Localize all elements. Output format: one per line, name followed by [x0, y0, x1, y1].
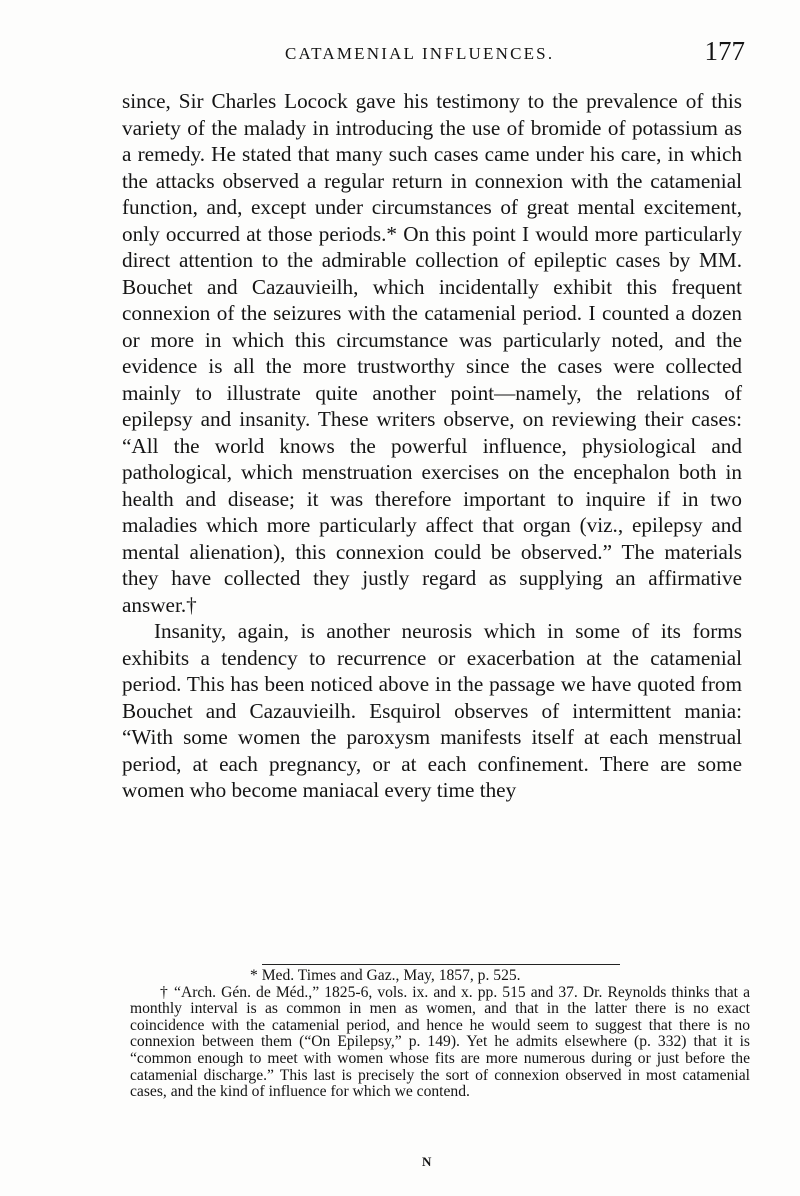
page-header: [285, 38, 745, 72]
signature-mark: N: [422, 1154, 432, 1169]
body-text: [122, 88, 742, 804]
footnote-1: * Med. Times and Gaz., May, 1857, p. 525.: [250, 967, 521, 984]
paragraph-1: since, Sir Charles Locock gave his testimony to the prevalence of this variety of the malady in introducing the use of bromide of potassium as a remedy. He stated that many such cases came under his care, in which the attacks observed a regular return in connexion with the catamenial function, and, except under circumstances of great mental excitement, only occurred at those periods.* On this point I would more particularly direct attention to the admirable collection of epileptic cases by MM. Bouchet and Cazauvieilh, which incidentally exhibit this frequent connexion of the seizures with the catamenial period. I counted a dozen or more in which this circumstance was particularly noted, and the evidence is all the more trustworthy since the cases were collected mainly to illustrate quite another point—namely, the relations of epilepsy and insanity. These writers observe, on reviewing their cases: “All the world knows the powerful influence, physiological and pathological, which menstruation exercises on the encephalon both in health and disease; it was therefore important to inquire if in two maladies which more particularly affect that organ (viz., epilepsy and mental alienation), this connexion could be observed.” The materials they have collected they justly regard as supplying an affirmative answer.†: [122, 89, 742, 617]
footnote-rule: [262, 964, 620, 965]
running-head: CATAMENIAL INFLUENCES.: [285, 44, 555, 63]
footnote-2: † “Arch. Gén. de Méd.,” 1825-6, vols. ix. and x. pp. 515 and 37. Dr. Reynolds thinks that a monthly interval is as common in men as women, and that in the latter there is no exact coincidence with the catamenial period, and hence he would seem to suggest that there is no connexion between them (“On Epilepsy,” p. 149). Yet he admits elsewhere (p. 332) that it is “common enough to meet with women whose fits are more numerous during or just before the catamenial discharge.” This last is precisely the sort of connexion observed in most catamenial cases, and the kind of influence for which we contend.: [130, 983, 750, 1101]
footnotes: [130, 968, 750, 1101]
paragraph-2: Insanity, again, is another neurosis which in some of its forms exhibits a tendency to recurrence or exacerbation at the catamenial period. This has been noticed above in the passage we have quoted from Bouchet and Cazauvieilh. Esquirol observes of intermittent mania: “With some women the paroxysm manifests itself at each menstrual period, at each pregnancy, or at each confinement. There are some women who become maniacal every time they: [122, 619, 742, 802]
page-number: 177: [704, 36, 745, 66]
